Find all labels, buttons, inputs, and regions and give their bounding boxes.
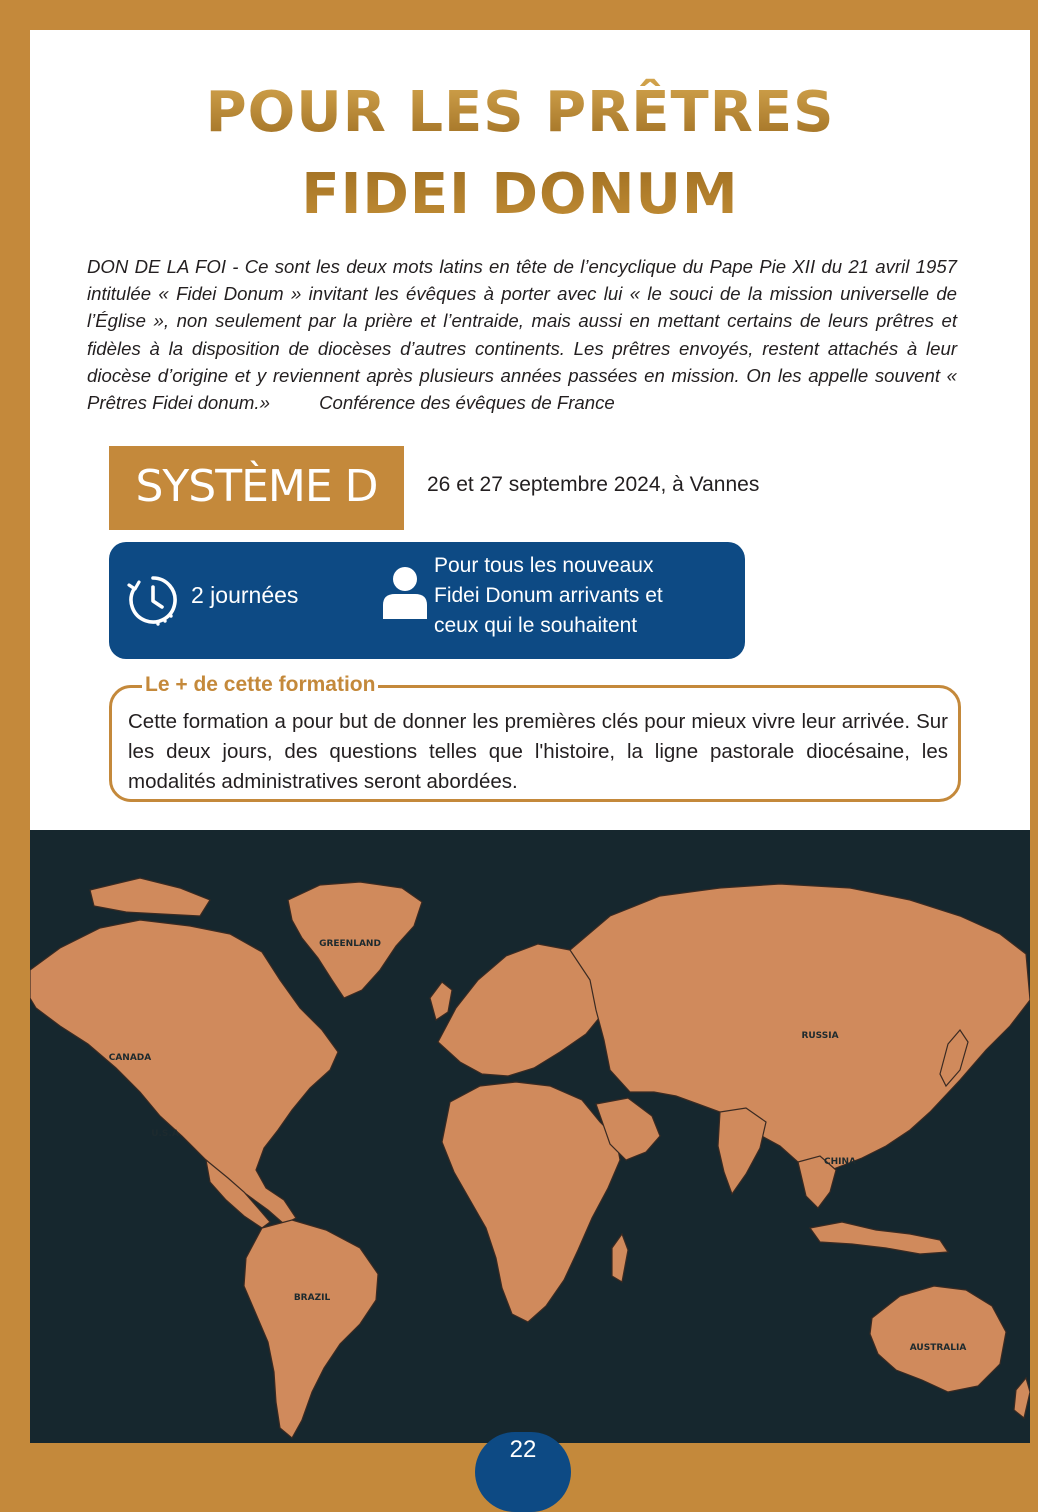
formation-name: SYSTÈME D bbox=[135, 461, 378, 512]
intro-attribution: Conférence des évêques de France bbox=[319, 392, 615, 414]
page-title bbox=[30, 72, 1010, 236]
intro-line: attachés à leur diocèse d’origine et y reviennent après plusieurs années passées en mission. On bbox=[87, 337, 958, 386]
title-line: POUR LES PRÊTRES bbox=[205, 80, 835, 145]
world-map bbox=[30, 830, 1030, 1443]
intro-line: de l’Église », non seulement par la prière et l’entraide, mais aussi en mettant certains de leurs bbox=[87, 283, 957, 332]
audience-line: ceux qui le souhaitent bbox=[434, 614, 638, 637]
intro-line: les appelle souvent « Prêtres Fidei donum.» bbox=[87, 364, 957, 414]
world-map-image bbox=[30, 830, 1030, 1443]
formation-date: 26 et 27 septembre 2024, à Vannes bbox=[427, 473, 760, 496]
page-number: 22 bbox=[509, 1436, 537, 1463]
title-line: FIDEI DONUM bbox=[301, 162, 739, 227]
intro-line: DON DE LA FOI - Ce sont les deux mots latins en tête de l’encyclique du Pape Pie XII du 21 avril 1957 bbox=[87, 256, 957, 277]
map-label-greenland: GREENLAND bbox=[319, 939, 381, 949]
clock-icon bbox=[125, 572, 181, 628]
map-label-russia: RUSSIA bbox=[801, 1031, 839, 1041]
map-label-usa: U.S.A bbox=[151, 1129, 179, 1139]
formation-name-box bbox=[109, 446, 404, 530]
document-page bbox=[30, 30, 1030, 1443]
map-label-brazil: BRAZIL bbox=[293, 1293, 331, 1303]
map-label-canada: CANADA bbox=[108, 1053, 152, 1063]
highlight-title: Le + de cette formation bbox=[142, 672, 378, 698]
person-icon bbox=[381, 565, 429, 619]
highlight-text: Cette formation a pour but de donner les premières clés pour mieux vivre leur arrivée. Sur les deux jours, des questions telles que l'histoire, la ligne pastorale diocésaine, les modalités administratives seront abordées. bbox=[128, 710, 948, 793]
duration-text: 2 journées bbox=[191, 582, 299, 608]
formation-highlight-box bbox=[109, 673, 961, 802]
audience-line: Fidei Donum arrivants et bbox=[434, 584, 663, 607]
map-label-australia: AUSTRALIA bbox=[909, 1343, 967, 1353]
formation-info-card bbox=[109, 542, 745, 659]
intro-line: intitulée « Fidei Donum » invitant les évêques à porter avec lui « le souci de la mission universelle bbox=[87, 283, 929, 305]
audience-text bbox=[434, 551, 734, 641]
page-number-badge bbox=[475, 1432, 571, 1512]
map-label-china: CHINA bbox=[824, 1157, 856, 1167]
intro-paragraph bbox=[87, 253, 957, 416]
audience-line: Pour tous les nouveaux bbox=[434, 554, 654, 577]
intro-line: prêtres et fidèles à la disposition de diocèses d’autres continents. Les prêtres envoyés, restent bbox=[87, 310, 958, 359]
